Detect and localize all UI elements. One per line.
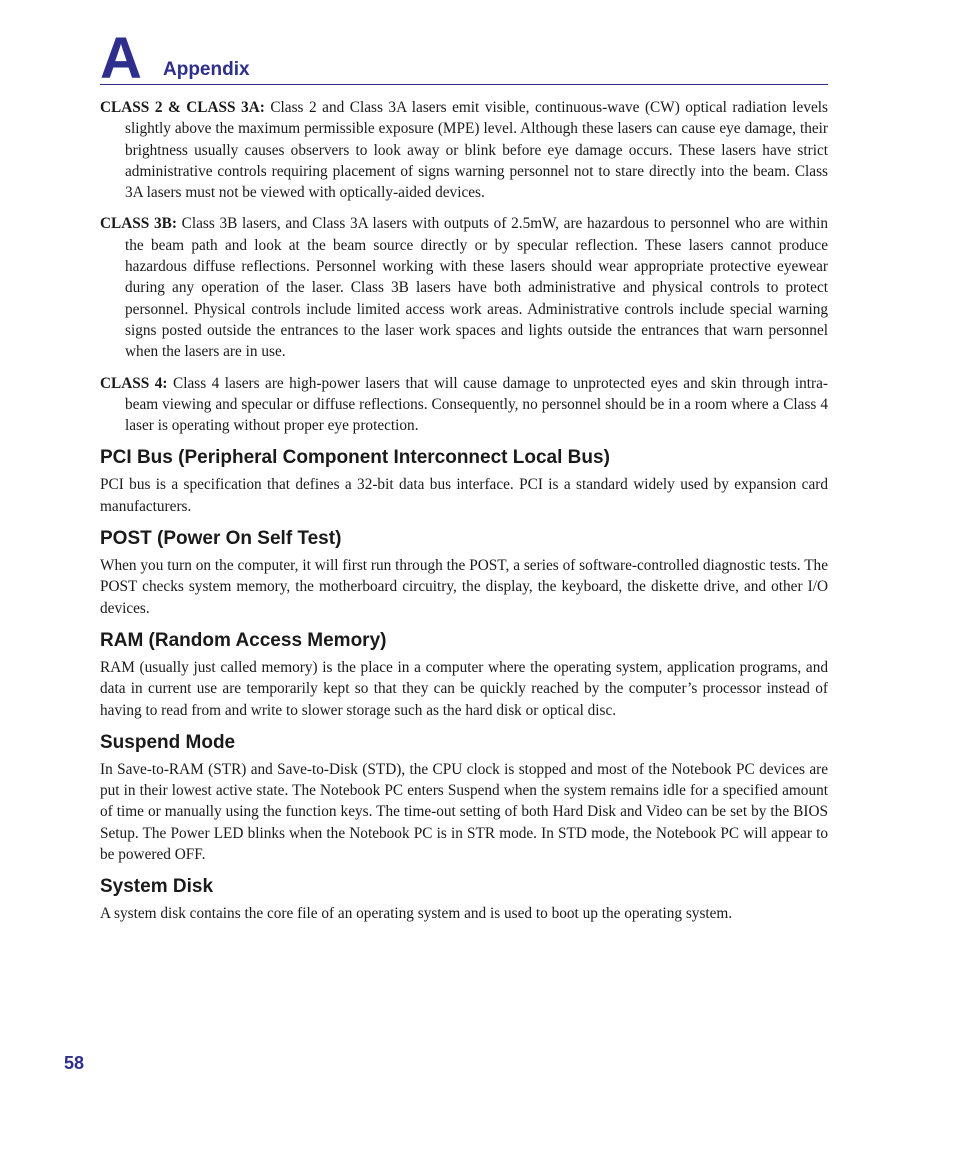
laser-class-2-3a	[100, 97, 828, 203]
section-heading-ram: RAM (Random Access Memory)	[100, 629, 387, 651]
term-label: CLASS 3B:	[100, 215, 177, 233]
section-body-system-disk: A system disk contains the core file of an operating system and is used to boot up the operating system.	[100, 905, 733, 923]
page-number: 58	[64, 1053, 85, 1073]
appendix-title: Appendix	[163, 59, 250, 80]
section-body-post: When you turn on the computer, it will first run through the POST, a series of software-controlled diagnostic tests. The POST checks system memory, the motherboard circuitry, the display, the keyboard, the diskette drive, and other I/O devices.	[100, 557, 828, 617]
term-label: CLASS 2 & CLASS 3A:	[100, 99, 265, 116]
term-text: Class 4 lasers are high-power lasers that will cause damage to unprotected eyes and skin through intra-beam viewing and specular or diffuse reflections. Consequently, no personnel should be in a room where a Class 4 laser is operating without proper eye protection.	[125, 374, 828, 435]
page-content	[100, 97, 828, 935]
term-text: Class 3B lasers, and Class 3A lasers with outputs of 2.5mW, are hazardous to personnel who are within the beam path and look at the beam source directly or by specular reflection. These lasers cannot produce hazardous diffuse reflections. Personnel working with these lasers should wear appropriate protective eyewear during any operation of the laser. Class 3B lasers have both administrative and physical controls to protect personnel. Physical controls include limited access work areas. Administrative controls include special warning signs posted outside the entrances to the laser work spaces and lights outside the entrances that warn personnel when the lasers are in use.	[125, 215, 828, 361]
header-divider	[100, 84, 828, 85]
section-heading-pci: PCI Bus (Peripheral Component Interconnect Local Bus)	[100, 447, 610, 469]
laser-class-4	[100, 373, 828, 437]
section-body-pci: PCI bus is a specification that defines a 32-bit data bus interface. PCI is a standard widely used by expansion card manufacturers.	[100, 476, 828, 515]
section-heading-suspend: Suspend Mode	[100, 731, 236, 753]
laser-class-3b	[100, 213, 828, 362]
section-body-suspend: In Save-to-RAM (STR) and Save-to-Disk (STD), the CPU clock is stopped and most of the Notebook PC devices are put in their lowest active state. The Notebook PC enters Suspend when the system remains idle for a specified amount of time or manually using the function keys. The time-out setting of both Hard Disk and Video can be set by the BIOS Setup. The Power LED blinks when the Notebook PC is in STR mode. In STD mode, the Notebook PC will appear to be powered OFF.	[100, 760, 828, 864]
term-text: Class 2 and Class 3A lasers emit visible, continuous-wave (CW) optical radiation levels slightly above the maximum permissible exposure (MPE) level. Although these lasers can cause eye damage, their brightness usually causes observers to look away or blink before eye damage occurs. These lasers have strict administrative controls requiring placement of signs warning personnel not to stare directly into the beam. Class 3A lasers must not be viewed with optically-aided devices.	[125, 99, 828, 202]
section-heading-system-disk: System Disk	[100, 876, 214, 898]
appendix-letter: A	[100, 26, 142, 91]
term-label: CLASS 4:	[100, 374, 168, 392]
section-body-ram: RAM (usually just called memory) is the place in a computer where the operating system, application programs, and data in current use are temporarily kept so that they can be quickly reached by the computer’s processor instead of having to read from and write to slower storage such as the hard disk or optical disc.	[100, 658, 828, 719]
section-heading-post: POST (Power On Self Test)	[100, 528, 342, 550]
